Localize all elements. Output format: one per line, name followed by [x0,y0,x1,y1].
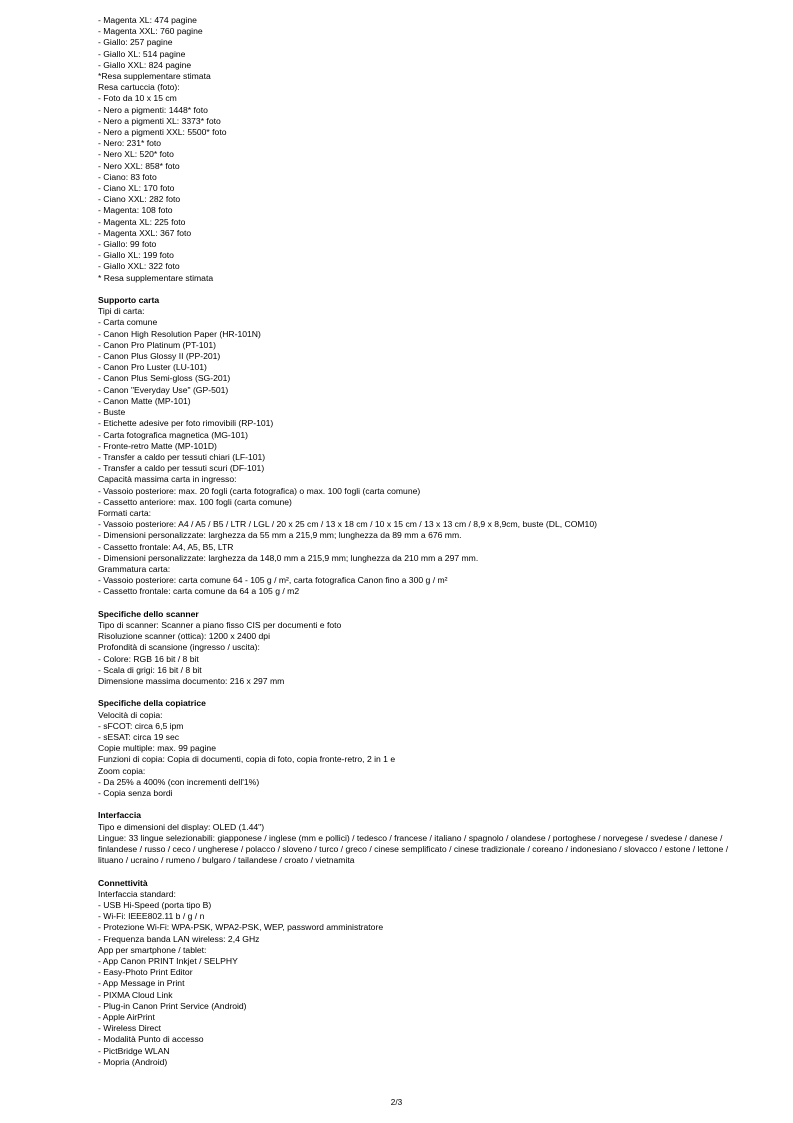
spec-line: - Cassetto anteriore: max. 100 fogli (carta comune) [98,496,292,507]
spec-line: - Da 25% a 400% (con incrementi dell'1%) [98,776,260,787]
spec-line: - Carta fotografica magnetica (MG-101) [98,429,248,440]
spec-line: - Nero XXL: 858* foto [98,160,180,171]
spec-line: - Wi-Fi: IEEE802.11 b / g / n [98,911,205,922]
spec-section [98,609,748,687]
spec-line: Interfaccia standard: [98,888,176,899]
spec-line: - Foto da 10 x 15 cm [98,93,177,104]
spec-line: - Mopria (Android) [98,1056,168,1067]
spec-line: - Ciano XL: 170 foto [98,183,175,194]
section-heading: Supporto carta [98,295,160,306]
spec-line: Risoluzione scanner (ottica): 1200 x 2400 dpi [98,631,270,642]
spec-line: - Magenta XXL: 760 pagine [98,26,203,37]
spec-line: - Giallo: 99 foto [98,239,157,250]
spec-line: - Magenta: 108 foto [98,205,173,216]
spec-line: - Canon Plus Semi-gloss (SG-201) [98,373,231,384]
spec-line: - Nero: 231* foto [98,138,162,149]
spec-line: - Plug-in Canon Print Service (Android) [98,1000,247,1011]
spec-line: - Giallo XL: 514 pagine [98,48,186,59]
spec-line: - Modalità Punto di accesso [98,1034,204,1045]
spec-line: - Vassoio posteriore: A4 / A5 / B5 / LTR / LGL / 20 x 25 cm / 13 x 18 cm / 10 x 15 cm / 13 x 13 cm / 8,9 x 8,9cm, buste (DL, COM10) [98,519,597,530]
spec-line: Profondità di scansione (ingresso / uscita): [98,642,260,653]
spec-section [98,810,748,866]
spec-line: - Ciano: 83 foto [98,171,157,182]
spec-section [98,15,748,284]
spec-line: - Copia senza bordi [98,787,173,798]
spec-line: Tipo e dimensioni del display: OLED (1.44") [98,821,265,832]
spec-line: - Vassoio posteriore: carta comune 64 - 105 g / m², carta fotografica Canon fino a 300 g / m² [98,575,448,586]
section-heading: Connettività [98,877,148,888]
section-heading: Interfaccia [98,810,141,821]
spec-line: - Nero a pigmenti XXL: 5500* foto [98,127,227,138]
spec-line: - Fronte-retro Matte (MP-101D) [98,440,217,451]
spec-line: - Giallo XXL: 322 foto [98,261,180,272]
spec-line: - Easy-Photo Print Editor [98,967,193,978]
spec-line: - Frequenza banda LAN wireless: 2,4 GHz [98,933,260,944]
spec-line: - Wireless Direct [98,1023,162,1034]
spec-line: - USB Hi-Speed (porta tipo B) [98,899,212,910]
spec-line: - Apple AirPrint [98,1012,155,1022]
spec-line: - Dimensioni personalizzate: larghezza da 55 mm a 215,9 mm; lunghezza da 89 mm a 676 mm. [98,530,462,541]
spec-line: - Canon High Resolution Paper (HR-101N) [98,328,261,339]
spec-line: Tipo di scanner: Scanner a piano fisso CIS per documenti e foto [98,619,342,630]
spec-line: - sFCOT: circa 6,5 ipm [98,720,184,731]
spec-line: Tipi di carta: [98,306,145,317]
spec-line: Copie multiple: max. 99 pagine [98,743,216,754]
spec-line: - Buste [98,407,126,418]
spec-line: - Transfer a caldo per tessuti scuri (DF-101) [98,463,265,474]
section-heading: Specifiche della copiatrice [98,698,206,709]
section-heading: Specifiche dello scanner [98,608,199,619]
spec-section [98,295,748,597]
spec-line: - Cassetto frontale: A4, A5, B5, LTR [98,541,234,552]
spec-line: - Scala di grigi: 16 bit / 8 bit [98,664,202,675]
spec-line: - Nero XL: 520* foto [98,149,174,160]
spec-line: - Protezione Wi-Fi: WPA-PSK, WPA2-PSK, WEP, password amministratore [98,922,384,933]
spec-line: - Canon Pro Platinum (PT-101) [98,339,216,350]
spec-line: - Giallo XL: 199 foto [98,250,174,261]
spec-section [98,878,748,1068]
spec-line: - Magenta XL: 225 foto [98,216,186,227]
spec-line: - App Canon PRINT Inkjet / SELPHY [98,955,238,966]
spec-section [98,698,748,799]
spec-line: Zoom copia: [98,765,146,776]
spec-line: - sESAT: circa 19 sec [98,731,180,742]
spec-line: - Giallo XXL: 824 pagine [98,59,192,70]
spec-line: Velocità di copia: [98,709,163,720]
spec-line: - Etichette adesive per foto rimovibili (RP-101) [98,418,274,429]
spec-line: - Nero a pigmenti XL: 3373* foto [98,115,221,126]
spec-line: - Magenta XL: 474 pagine [98,15,197,25]
spec-line: - Colore: RGB 16 bit / 8 bit [98,653,199,664]
spec-line: App per smartphone / tablet: [98,944,207,955]
spec-line: - Canon Pro Luster (LU-101) [98,362,207,373]
spec-line: - Canon Plus Glossy II (PP-201) [98,351,221,362]
spec-line: - PictBridge WLAN [98,1045,170,1056]
spec-line: - Canon Matte (MP-101) [98,395,191,406]
spec-line: - Carta comune [98,317,158,328]
spec-line: Capacità massima carta in ingresso: [98,474,237,485]
spec-line: - Vassoio posteriore: max. 20 fogli (carta fotografica) o max. 100 fogli (carta comune) [98,485,421,496]
spec-line: - Cassetto frontale: carta comune da 64 a 105 g / m2 [98,586,300,597]
spec-line: Formati carta: [98,507,152,518]
spec-line: Resa cartuccia (foto): [98,82,180,93]
spec-line: *Resa supplementare stimata [98,71,211,82]
page-number: 2/3 [390,1098,403,1107]
spec-line: - Ciano XXL: 282 foto [98,194,181,205]
spec-line: - Canon "Everyday Use" (GP-501) [98,384,229,395]
spec-line: - Magenta XXL: 367 foto [98,227,192,238]
spec-line: Lingue: 33 lingue selezionabili: giapponese / inglese (mm e pollici) / tedesco / francese / italiano / spagnolo / olandese / portoghese / norvegese / svedese / danese / finlandese / russo / ceco / ungherese / polacco / sloveno / turco / greco / cinese semplificato / cinese tradizionale / coreano / indonesiano / slovacco / estone / lettone / lituano / ucraino / rumeno / bulgaro / tailandese / croato / vietnamita [98,832,729,866]
spec-line: Dimensione massima documento: 216 x 297 mm [98,675,285,686]
document-body [98,15,748,1068]
spec-line: - Nero a pigmenti: 1448* foto [98,104,208,115]
spec-line: Grammatura carta: [98,563,171,574]
spec-line: - Dimensioni personalizzate: larghezza da 148,0 mm a 215,9 mm; lunghezza da 210 mm a 297 mm. [98,552,479,563]
spec-line: - Transfer a caldo per tessuti chiari (LF-101) [98,451,266,462]
spec-line: - Giallo: 257 pagine [98,37,173,48]
spec-line: - App Message in Print [98,978,185,989]
spec-line: Funzioni di copia: Copia di documenti, copia di foto, copia fronte-retro, 2 in 1 e [98,754,396,765]
spec-line: * Resa supplementare stimata [98,272,214,283]
spec-line: - PIXMA Cloud Link [98,989,173,1000]
